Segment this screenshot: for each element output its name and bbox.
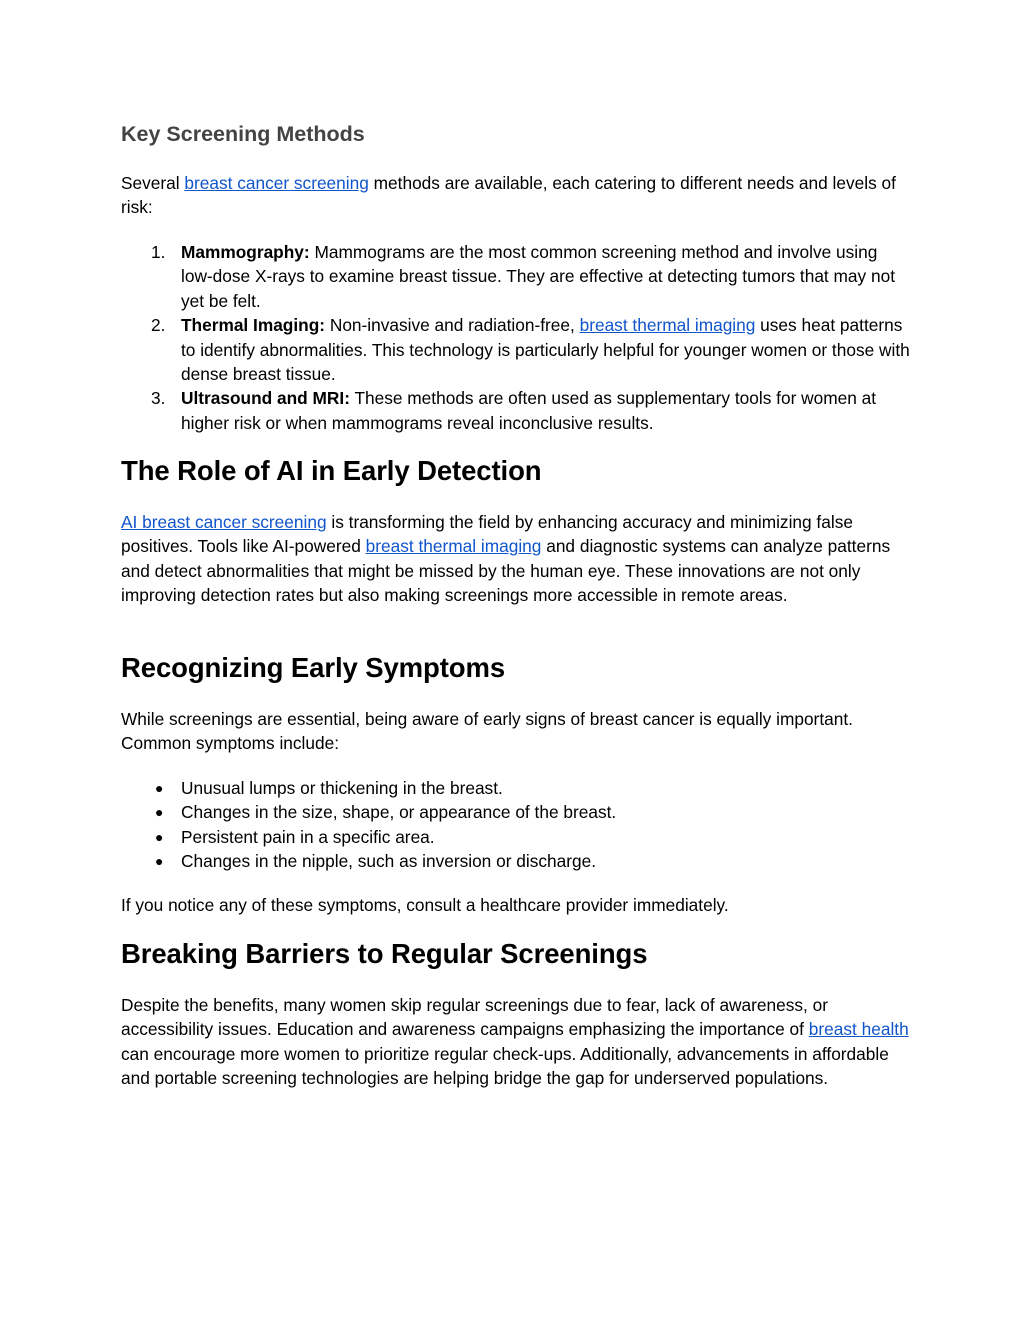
thermal-description-before: Non-invasive and radiation-free, — [325, 315, 580, 336]
mammography-description: Mammograms are the most common screening method and involve using low-dose X-rays to examine breast tissue. They are effective at detecting tumors that may not yet be felt. — [181, 242, 895, 311]
heading-recognizing-symptoms: Recognizing Early Symptoms — [121, 652, 506, 683]
symptom-text: Changes in the size, shape, or appearance of the breast. — [181, 802, 617, 823]
list-item-mammography — [121, 240, 911, 313]
heading-breaking-barriers: Breaking Barriers to Regular Screenings — [121, 938, 648, 969]
list-item-ultrasound-mri — [121, 386, 911, 435]
symptoms-intro: While screenings are essential, being aware of early signs of breast cancer is equally important. Common symptoms include: — [121, 709, 853, 754]
list-item — [121, 776, 911, 800]
list-item — [121, 800, 911, 824]
barriers-paragraph — [121, 993, 911, 1091]
term-mammography: Mammography: — [181, 242, 310, 262]
bullet-icon: ● — [155, 828, 164, 845]
list-item — [121, 849, 911, 873]
symptom-text: Unusual lumps or thickening in the breast. — [181, 778, 503, 798]
symptoms-list — [121, 776, 911, 874]
ai-role-paragraph — [121, 510, 911, 608]
term-ultrasound-mri: Ultrasound and MRI: — [181, 388, 350, 409]
intro-text-before: Several — [121, 173, 185, 193]
list-item — [121, 825, 911, 849]
heading-ai-role: The Role of AI in Early Detection — [121, 455, 542, 486]
barriers-text-1: Despite the benefits, many women skip regular screenings due to fear, lack of awareness, or accessibility issues. Education and awareness campaigns emphasizing the importance of — [121, 995, 828, 1040]
ai-role-text-2: and diagnostic systems can analyze patterns and detect abnormalities that might be missed by the human eye. These innovations are not only improving detection rates but also making screenings more accessible in remote areas. — [121, 536, 891, 606]
symptoms-outro: If you notice any of these symptoms, consult a healthcare provider immediately. — [121, 895, 729, 915]
heading-key-screening-methods: Key Screening Methods — [121, 122, 365, 146]
link-breast-thermal-imaging-2[interactable]: breast thermal imaging — [365, 536, 542, 557]
ai-role-text-1: is transforming the field by enhancing accuracy and minimizing false positives. Tools like AI-powered — [121, 512, 853, 557]
key-screening-intro — [121, 171, 911, 220]
symptom-text: Changes in the nipple, such as inversion or discharge. — [181, 851, 596, 872]
screening-methods-list — [121, 240, 911, 435]
bullet-icon: ● — [155, 804, 164, 821]
list-marker: 3. — [151, 388, 166, 409]
link-breast-health[interactable]: breast health — [808, 1019, 909, 1040]
symptom-text: Persistent pain in a specific area. — [181, 826, 435, 847]
list-marker: 2. — [151, 315, 166, 336]
list-marker: 1. — [151, 242, 166, 262]
thermal-description-after: uses heat patterns to identify abnormalities. This technology is particularly helpful for younger women or those with dense breast tissue. — [181, 315, 910, 385]
bullet-icon: ● — [155, 780, 164, 796]
link-breast-cancer-screening[interactable]: breast cancer screening — [184, 173, 369, 193]
bullet-icon: ● — [155, 853, 164, 870]
ultrasound-description: These methods are often used as supplementary tools for women at higher risk or when mammograms reveal inconclusive results. — [181, 388, 877, 433]
barriers-text-2: can encourage more women to prioritize regular check-ups. Additionally, advancements in affordable and portable screening technologies are helping bridge the gap for underserved populations. — [121, 1043, 889, 1089]
intro-text-after: methods are available, each catering to different needs and levels of risk: — [121, 173, 896, 218]
link-breast-thermal-imaging[interactable]: breast thermal imaging — [579, 315, 756, 336]
list-item-thermal-imaging — [121, 313, 911, 386]
term-thermal-imaging: Thermal Imaging: — [181, 315, 326, 336]
link-ai-breast-cancer-screening[interactable]: AI breast cancer screening — [121, 512, 327, 532]
